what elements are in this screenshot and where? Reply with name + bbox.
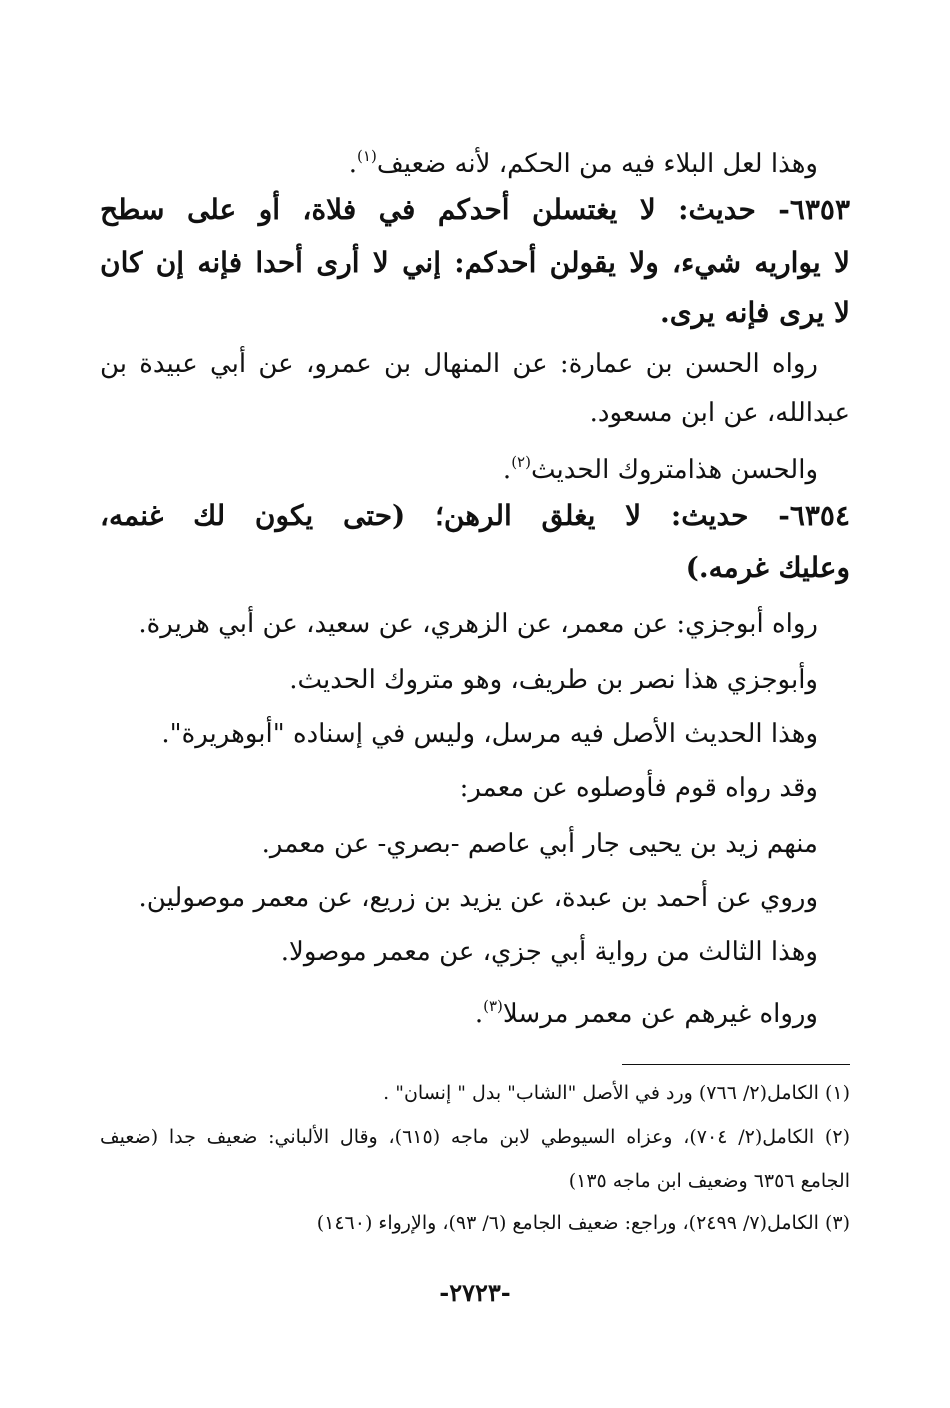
text-line: عبدالله، عن ابن مسعود. bbox=[589, 398, 850, 428]
footnote: (٣) الكامل(٧/ ٢٤٩٩)، وراجع: ضعيف الجامع (٦/ ٩٣)، والإرواء (١٤٦٠) bbox=[316, 1212, 850, 1234]
hadith-heading-line: لا يواريه شيء، ولا يقولن أحدكم: إني لا أرى أحدا فإنه إن كان bbox=[100, 246, 850, 279]
footnote-divider bbox=[622, 1064, 850, 1065]
text: . bbox=[348, 149, 358, 179]
footnote: الجامع ٦٣٥٦ وضعيف ابن ماجه ١٣٥) bbox=[568, 1170, 850, 1192]
text-line bbox=[100, 986, 850, 1034]
footnote: (١) الكامل(٢/ ٧٦٦) ورد في الأصل "الشاب" بدل " إنسان" . bbox=[383, 1082, 850, 1104]
text-line bbox=[100, 442, 850, 490]
text: . bbox=[474, 999, 484, 1029]
text-line: وروي عن أحمد بن عبدة، عن يزيد بن زريع، عن معمر موصولين. bbox=[138, 883, 818, 913]
footnote-ref: (٢) bbox=[511, 453, 531, 471]
text-line: رواه أبوجزي: عن معمر، عن الزهري، عن سعيد، عن أبي هريرة. bbox=[138, 609, 818, 639]
text: . bbox=[502, 455, 512, 485]
text-line bbox=[100, 136, 850, 184]
text: وهذا لعل البلاء فيه من الحكم، لأنه ضعيف bbox=[376, 149, 818, 179]
footnote-ref: (٣) bbox=[483, 997, 503, 1015]
hadith-heading-line: ٦٣٥٣- حديث: لا يغتسلن أحدكم في فلاة، أو على سطح bbox=[100, 193, 850, 226]
text-line: وهذا الثالث من رواية أبي جزي، عن معمر موصولا. bbox=[280, 937, 818, 967]
hadith-heading-line: ٦٣٥٤- حديث: لا يغلق الرهن؛ (حتى يكون لك غنمه، bbox=[100, 499, 850, 532]
text-line: وأبوجزي هذا نصر بن طريف، وهو متروك الحديث. bbox=[289, 665, 818, 695]
hadith-heading-line: وعليك غرمه.) bbox=[685, 551, 850, 584]
page-number: -٢٧٢٣- bbox=[439, 1278, 511, 1307]
footnote-ref: (١) bbox=[357, 147, 377, 165]
text: والحسن هذامتروك الحديث bbox=[530, 455, 818, 485]
text-line: وهذا الحديث الأصل فيه مرسل، وليس في إسناده "أبوهريرة". bbox=[161, 719, 818, 749]
text-line: وقد رواه قوم فأوصلوه عن معمر: bbox=[459, 773, 818, 803]
hadith-heading-line: لا يرى فإنه يرى. bbox=[660, 296, 850, 329]
text-line: منهم زيد بن يحيى جار أبي عاصم -بصري- عن معمر. bbox=[261, 829, 818, 859]
footnote: (٢) الكامل(٢/ ٧٠٤)، وعزاه السيوطي لابن ماجه (٦١٥)، وقال الألباني: ضعيف جدا (ضعيف bbox=[100, 1126, 850, 1148]
text: ورواه غيرهم عن معمر مرسلا bbox=[502, 999, 818, 1029]
text-line: رواه الحسن بن عمارة: عن المنهال بن عمرو، عن أبي عبيدة بن bbox=[100, 349, 818, 379]
